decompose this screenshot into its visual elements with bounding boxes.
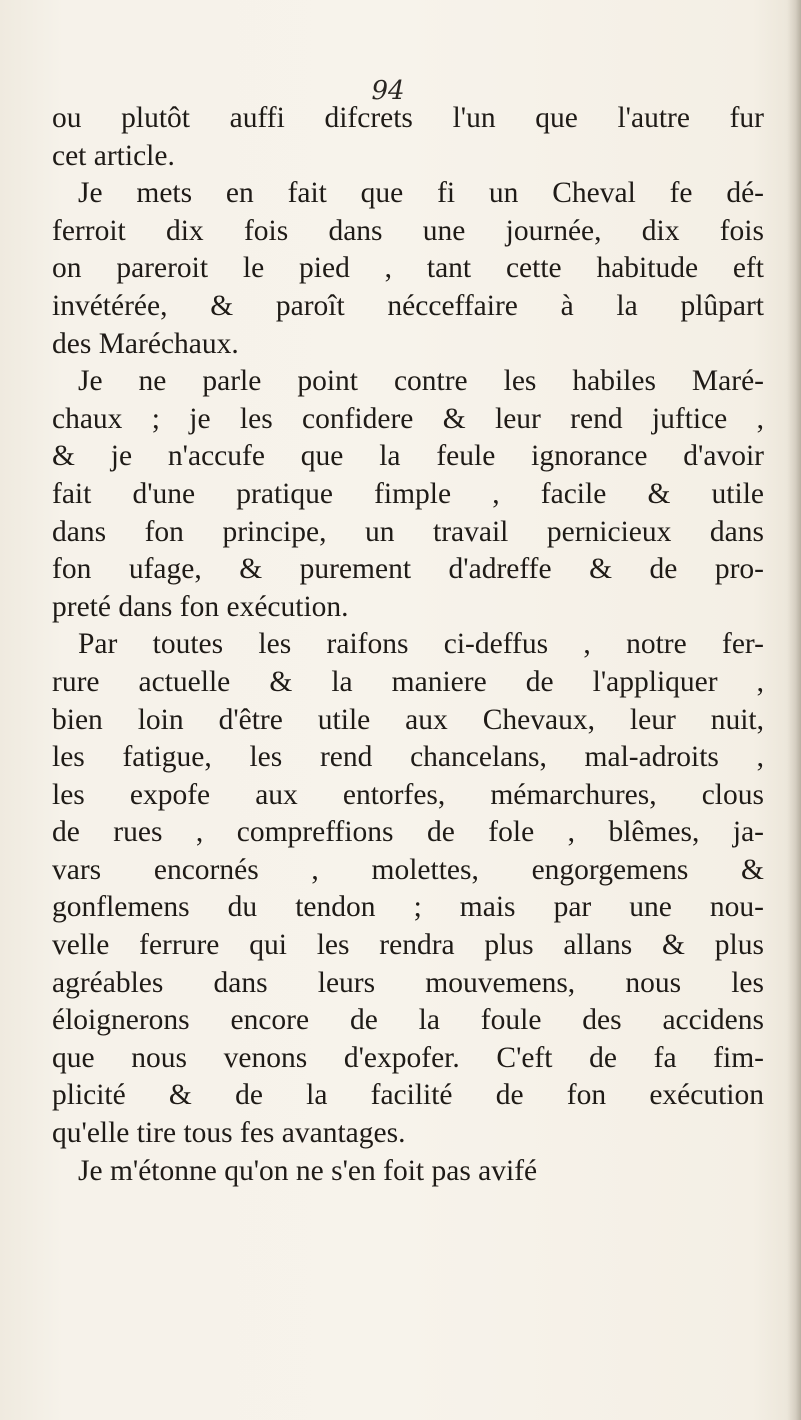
text-line: vars encornés , molettes, engorgemens & [52,853,764,886]
text-line: ou plutôt auffi difcrets l'un que l'autre fur [52,102,764,134]
text-line: invétérée, & paroît nécceffaire à la plûpart [52,289,764,322]
text-line: gonflemens du tendon ; mais par une nou- [52,891,764,924]
text-line: les fatigue, les rend chancelans, mal-adroits , [52,741,764,774]
text-line: velle ferrure qui les rendra plus allans & plus [52,929,764,962]
text-line: agréables dans leurs mouvemens, nous les [52,966,764,999]
text-line: Je mets en fait que fi un Cheval fe dé- [78,177,764,210]
text-line: dans fon principe, un travail pernicieux dans [52,515,764,548]
text-line: fait d'une pratique fimple , facile & utile [52,477,764,510]
text-line: preté dans fon exécution. [52,590,349,623]
text-line: des Maréchaux. [52,327,239,360]
text-line: que nous venons d'expofer. C'eft de fa fim- [52,1041,764,1074]
text-line: éloignerons encore de la foule des accidens [52,1004,764,1037]
text-line: qu'elle tire tous fes avantages. [52,1117,406,1150]
text-line: on pareroit le pied , tant cette habitude eft [52,252,764,285]
text-line: plicité & de la facilité de fon exécution [52,1079,764,1112]
text-line: bien loin d'être utile aux Chevaux, leur nuit, [52,703,764,736]
text-line: & je n'accufe que la feule ignorance d'avoir [52,440,764,473]
body-text [52,100,764,1190]
text-line: les expofe aux entorfes, mémarchures, clous [52,778,764,811]
text-line: Je m'étonne qu'on ne s'en foit pas avifé [78,1154,538,1187]
text-line: ferroit dix fois dans une journée, dix fois [52,214,764,247]
text-line: fon ufage, & purement d'adreffe & de pro- [52,553,764,586]
page-edge-shadow [787,0,801,1420]
text-line: Je ne parle point contre les habiles Maré- [78,365,764,398]
text-line: chaux ; je les confidere & leur rend juftice , [52,402,764,435]
text-line: Par toutes les raifons ci-deffus , notre fer- [78,628,764,661]
page-number: 94 [371,76,405,106]
text-line: de rues , compreffions de fole , blêmes, ja- [52,816,764,849]
text-line: cet article. [52,139,175,172]
text-line: rure actuelle & la maniere de l'appliquer , [52,665,764,698]
